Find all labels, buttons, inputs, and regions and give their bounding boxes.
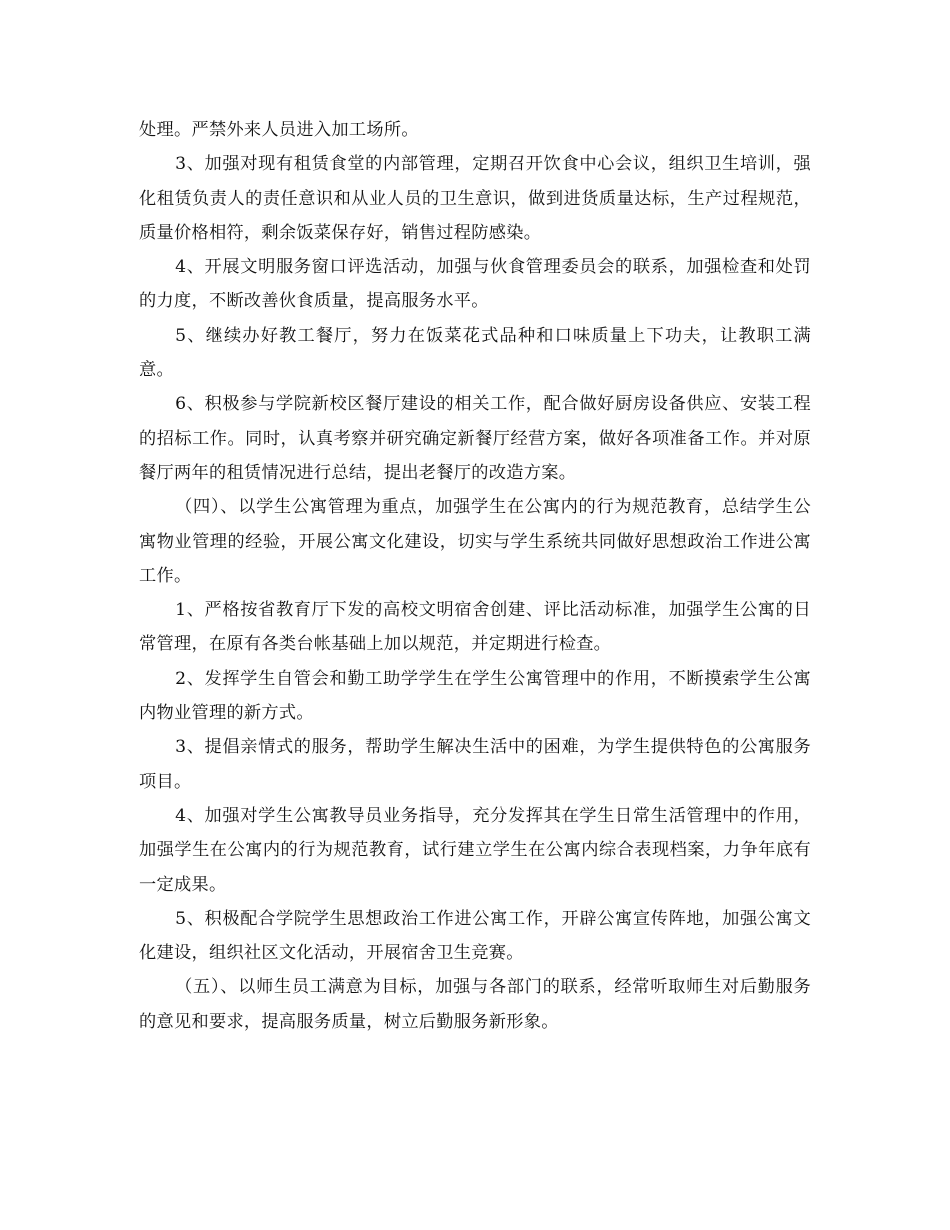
paragraph-item-1-dorm-standards: 1、严格按省教育厅下发的高校文明宿舍创建、评比活动标准，加强学生公寓的日常管理，在原有各类台帐基础上加以规范，并定期进行检查。 <box>139 600 811 655</box>
paragraph-section-5-satisfaction: （五）、以师生员工满意为目标，加强与各部门的联系，经常听取师生对后勤服务的意见和要求，提高服务质量，树立后勤服务新形象。 <box>139 977 811 1032</box>
paragraph-item-4-service-window: 4、开展文明服务窗口评选活动，加强与伙食管理委员会的联系，加强检查和处罚的力度，不断改善伙食质量，提高服务水平。 <box>139 257 811 312</box>
paragraph-item-5-staff-canteen: 5、继续办好教工餐厅，努力在饭菜花式品种和口味质量上下功夫，让教职工满意。 <box>139 325 811 381</box>
document-body <box>139 113 811 1039</box>
paragraph-item-5-apartment-culture: 5、积极配合学院学生思想政治工作进公寓工作，开辟公寓宣传阵地，加强公寓文化建设，组织社区文化活动，开展宿舍卫生竞赛。 <box>139 908 811 964</box>
paragraph-continuation: 处理。严禁外来人员进入加工场所。 <box>139 120 419 140</box>
paragraph-item-3-canteen-management: 3、加强对现有租赁食堂的内部管理，定期召开饮食中心会议，组织卫生培训，强化租赁负责人的责任意识和从业人员的卫生意识，做到进货质量达标，生产过程规范，质量价格相符，剩余饭菜保存好，销售过程防感染。 <box>139 154 811 243</box>
paragraph-item-4-counselor-guidance: 4、加强对学生公寓教导员业务指导，充分发挥其在学生日常生活管理中的作用，加强学生在公寓内的行为规范教育，试行建立学生在公寓内综合表现档案，力争年底有一定成果。 <box>139 805 811 895</box>
paragraph-item-6-new-campus-canteen: 6、积极参与学院新校区餐厅建设的相关工作，配合做好厨房设备供应、安装工程的招标工作。同时，认真考察并研究确定新餐厅经营方案，做好各项准备工作。并对原餐厅两年的租赁情况进行总结，提出老餐厅的改造方案。 <box>139 394 811 483</box>
paragraph-section-4-student-apartments: （四）、以学生公寓管理为重点，加强学生在公寓内的行为规范教育，总结学生公寓物业管理的经验，开展公寓文化建设，切实与学生系统共同做好思想政治工作进公寓工作。 <box>139 497 811 586</box>
paragraph-item-3-caring-service: 3、提倡亲情式的服务，帮助学生解决生活中的困难，为学生提供特色的公寓服务项目。 <box>139 737 811 792</box>
paragraph-item-2-student-self-management: 2、发挥学生自管会和勤工助学学生在学生公寓管理中的作用，不断摸索学生公寓内物业管理的新方式。 <box>139 668 811 724</box>
